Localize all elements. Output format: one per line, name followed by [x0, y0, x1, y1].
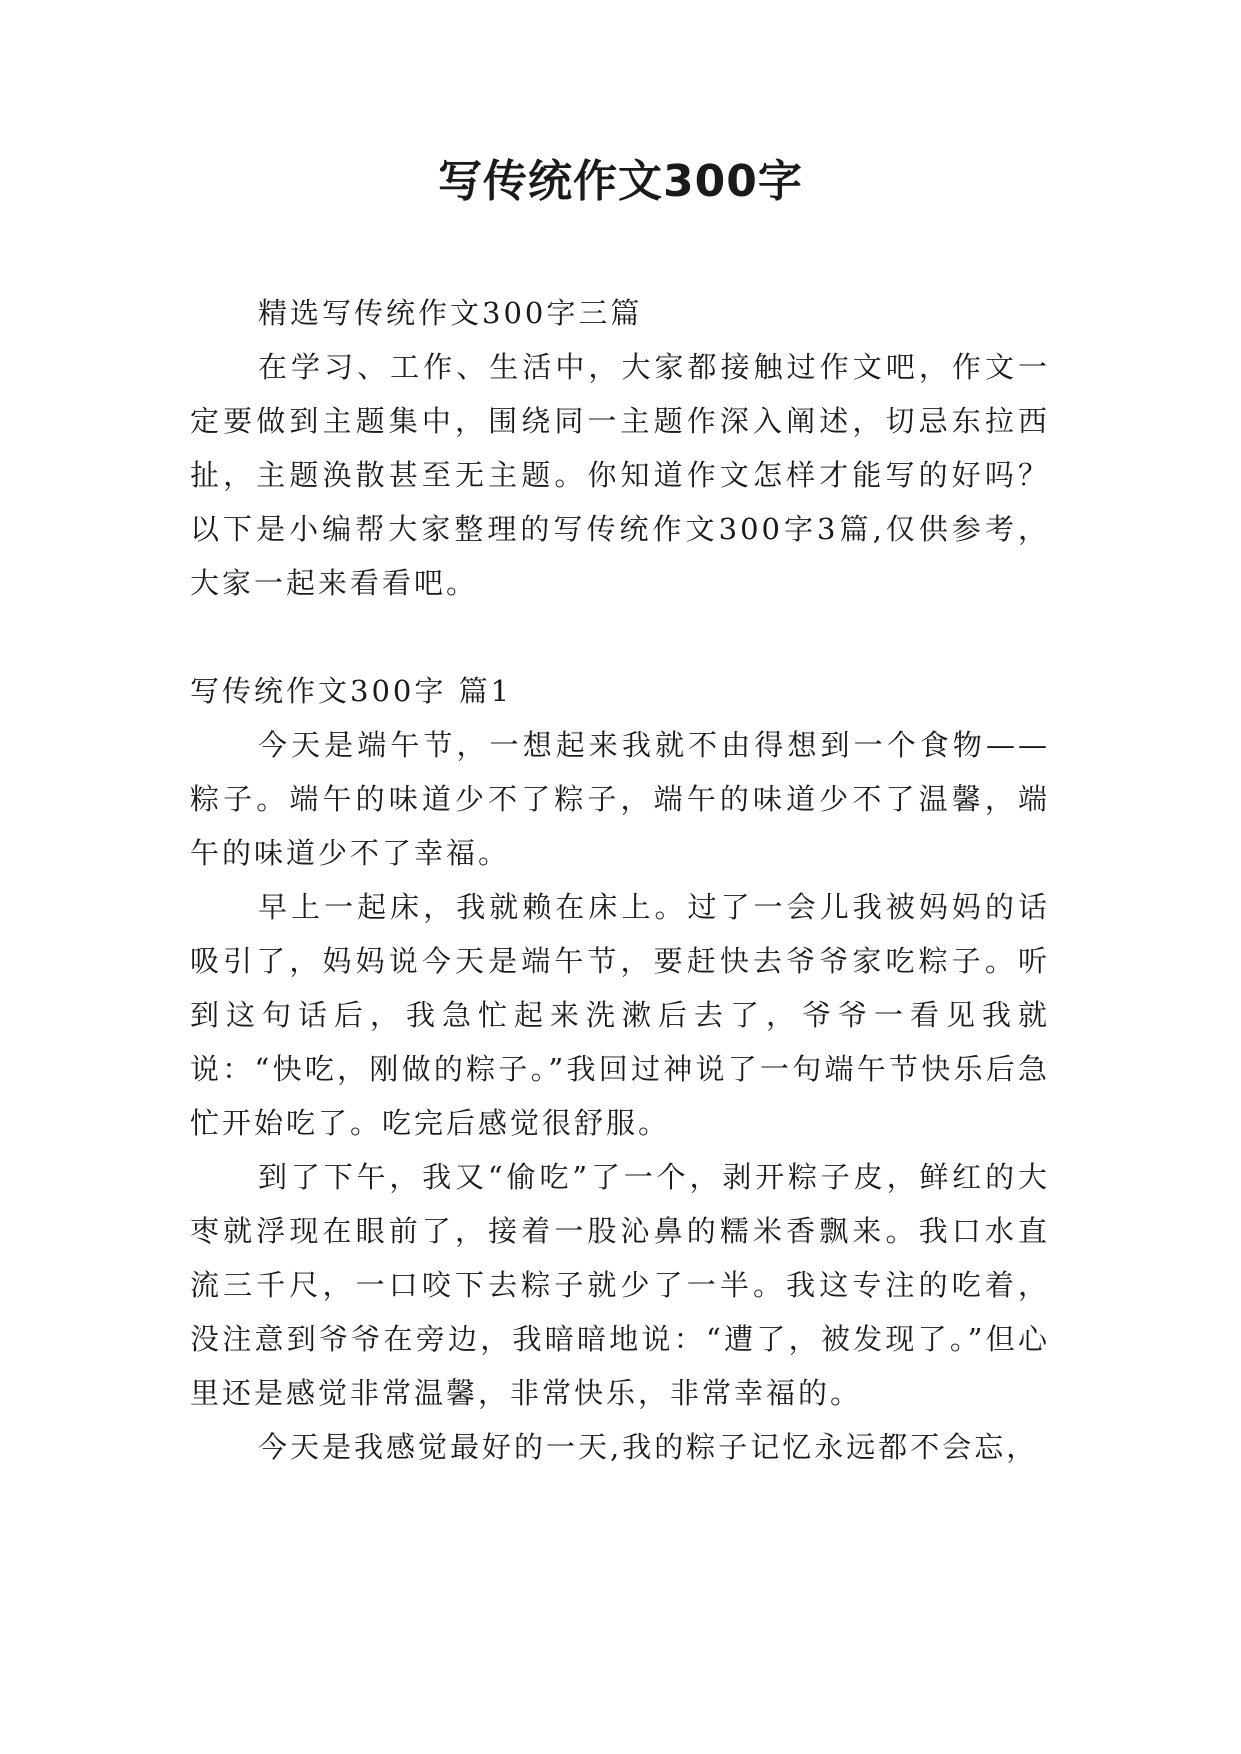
body-paragraph-3: 到了下午，我又“偷吃”了一个，剥开粽子皮，鲜红的大枣就浮现在眼前了，接着一股沁鼻的糯米香飘来。我口水直流三千尺，一口咬下去粽子就少了一半。我这专注的吃着，没注意到爷爷在旁边，我暗暗地说：“遭了，被发现了。”但心里还是感觉非常温馨，非常快乐，非常幸福的。 [190, 1160, 1050, 1410]
intro-paragraph: 在学习、工作、生活中，大家都接触过作文吧，作文一定要做到主题集中，围绕同一主题作深入阐述，切忌东拉西扯，主题涣散甚至无主题。你知道作文怎样才能写的好吗？以下是小编帮大家整理的写传统作文300字3篇,仅供参考，大家一起来看看吧。 [190, 350, 1050, 600]
document-title: 写传统作文300字 [438, 156, 803, 207]
body-paragraph-2: 早上一起床，我就赖在床上。过了一会儿我被妈妈的话吸引了，妈妈说今天是端午节，要赶快去爷爷家吃粽子。听到这句话后，我急忙起来洗漱后去了，爷爷一看见我就说：“快吃，刚做的粽子。”我回过神说了一句端午节快乐后急忙开始吃了。吃完后感觉很舒服。 [190, 890, 1050, 1140]
document-body [190, 286, 1050, 1474]
body-paragraph-4: 今天是我感觉最好的一天,我的粽子记忆永远都不会忘， [258, 1430, 1039, 1464]
body-paragraph-1: 今天是端午节，一想起来我就不由得想到一个食物——粽子。端午的味道少不了粽子，端午的味道少不了温馨，端午的味道少不了幸福。 [190, 728, 1050, 870]
document-subtitle: 精选写传统作文300字三篇 [258, 296, 643, 330]
section-heading: 写传统作文300字 篇1 [190, 674, 513, 708]
